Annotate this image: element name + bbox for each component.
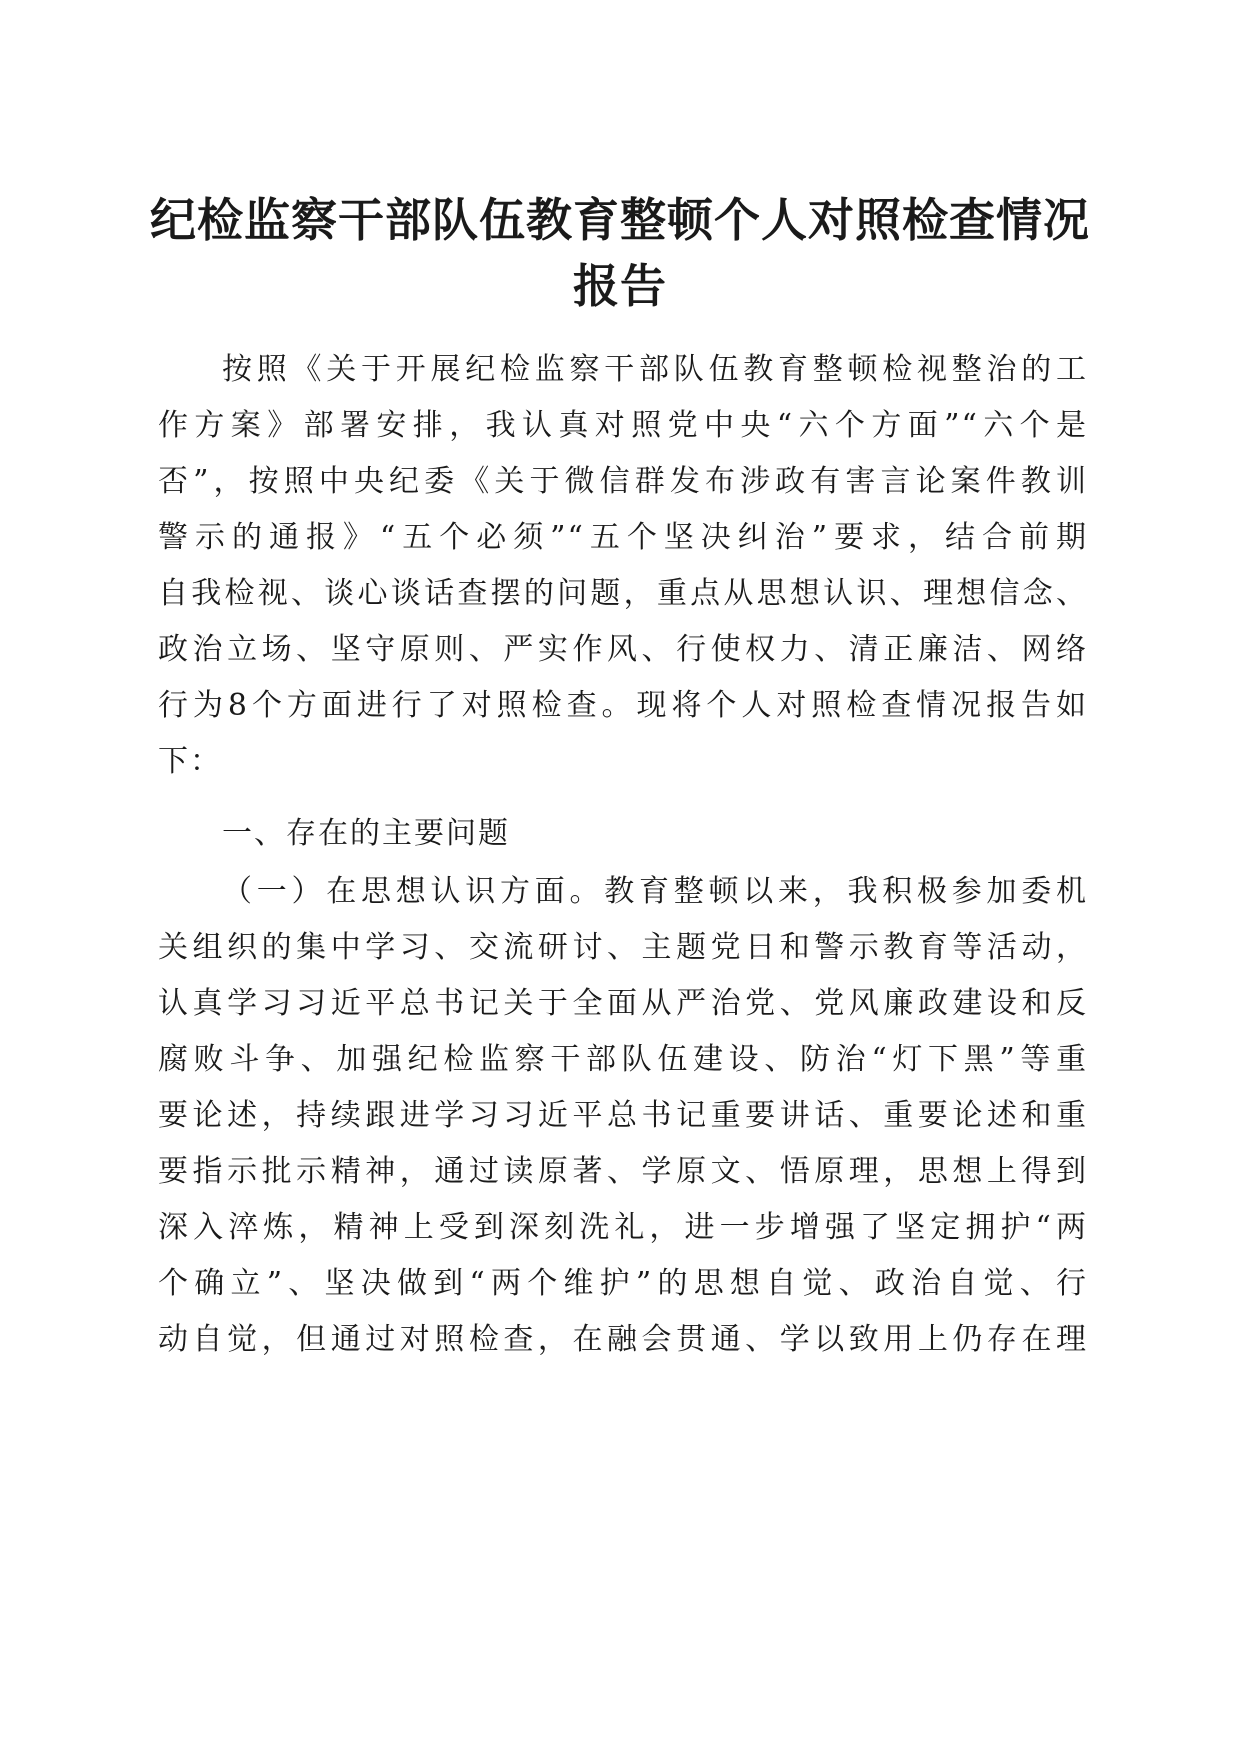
intro-paragraph-line: 作方案》部署安排，我认真对照党中央“六个方面”“六个是 bbox=[158, 408, 1088, 443]
section1-paragraph-line: 深入淬炼，精神上受到深刻洗礼，进一步增强了坚定拥护“两 bbox=[158, 1210, 1088, 1245]
section-heading: 一、存在的主要问题 bbox=[222, 816, 510, 851]
section1-paragraph-line: 动自觉，但通过对照检查，在融会贯通、学以致用上仍存在理 bbox=[158, 1322, 1088, 1357]
intro-paragraph-line: 否”，按照中央纪委《关于微信群发布涉政有害言论案件教训 bbox=[158, 464, 1088, 499]
section1-paragraph-line: 要论述，持续跟进学习习近平总书记重要讲话、重要论述和重 bbox=[158, 1098, 1088, 1133]
intro-paragraph-line: 行为8个方面进行了对照检查。现将个人对照检查情况报告如 bbox=[158, 688, 1088, 723]
intro-paragraph-line: 政治立场、坚守原则、严实作风、行使权力、清正廉洁、网络 bbox=[158, 632, 1088, 667]
section1-paragraph-line: 个确立”、坚决做到“两个维护”的思想自觉、政治自觉、行 bbox=[158, 1266, 1088, 1301]
section1-paragraph-line: 腐败斗争、加强纪检监察干部队伍建设、防治“灯下黑”等重 bbox=[158, 1042, 1088, 1077]
intro-paragraph-line: 警示的通报》“五个必须”“五个坚决纠治”要求，结合前期 bbox=[158, 520, 1088, 555]
intro-paragraph-line: 下： bbox=[158, 744, 222, 779]
document-title-line-2: 报告 bbox=[573, 259, 667, 313]
section1-paragraph-line: （一）在思想认识方面。教育整顿以来，我积极参加委机 bbox=[222, 874, 1088, 909]
intro-paragraph-line: 自我检视、谈心谈话查摆的问题，重点从思想认识、理想信念、 bbox=[158, 576, 1088, 611]
section1-paragraph-line: 要指示批示精神，通过读原著、学原文、悟原理，思想上得到 bbox=[158, 1154, 1088, 1189]
intro-paragraph-line: 按照《关于开展纪检监察干部队伍教育整顿检视整治的工 bbox=[222, 352, 1088, 387]
document-title-line-1: 纪检监察干部队伍教育整顿个人对照检查情况 bbox=[150, 193, 1090, 247]
section1-paragraph-line: 认真学习习近平总书记关于全面从严治党、党风廉政建设和反 bbox=[158, 986, 1088, 1021]
section1-paragraph-line: 关组织的集中学习、交流研讨、主题党日和警示教育等活动， bbox=[158, 930, 1088, 965]
